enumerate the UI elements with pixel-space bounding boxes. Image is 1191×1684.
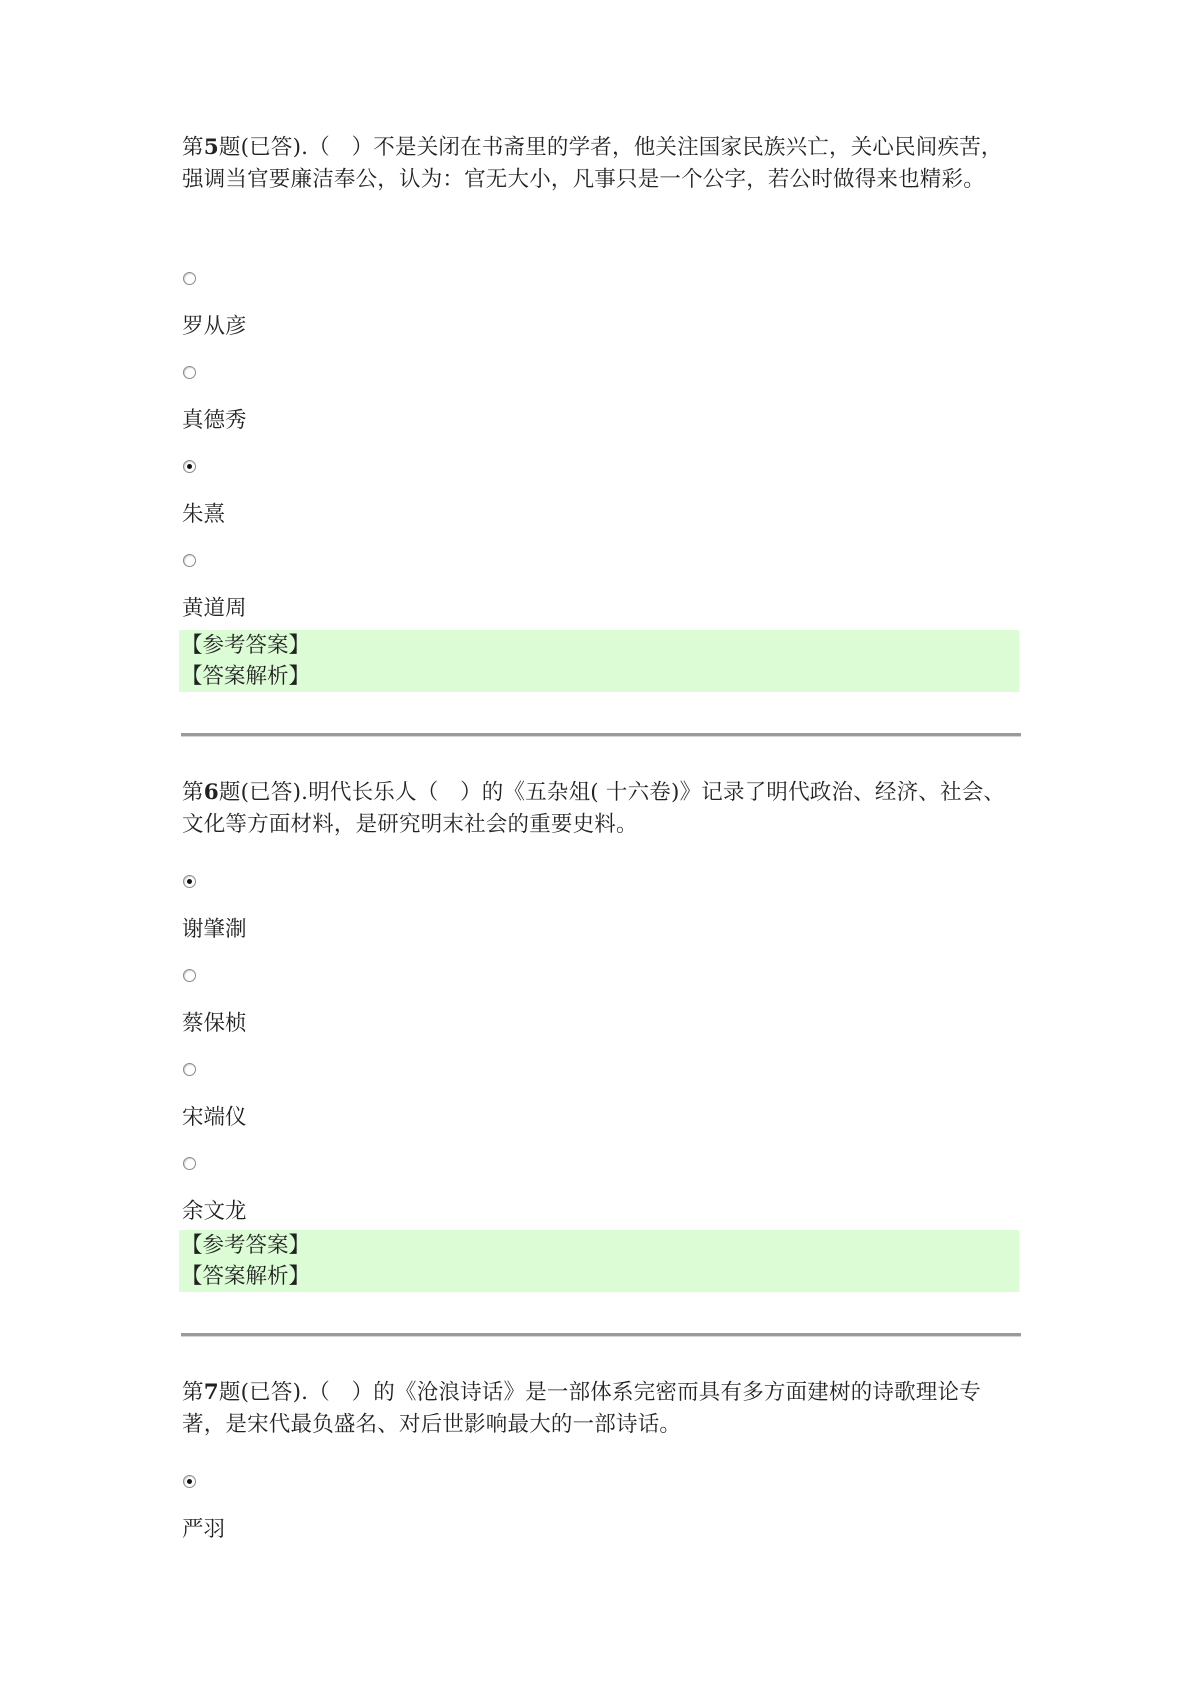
question-text — [182, 777, 1022, 841]
radio-button[interactable] — [183, 969, 196, 982]
answer-analysis-label: 【答案解析】 — [181, 664, 311, 689]
reference-answer-label: 【参考答案】 — [181, 1233, 311, 1258]
answer-box — [179, 630, 1019, 692]
question-body: 明代长乐人（ ）的《五杂俎( 十六卷)》记录了明代政治、经济、社会、文化等方面材料，是研究明末社会的重要史料。 — [182, 780, 1006, 837]
option — [182, 875, 1022, 969]
answer-analysis-label: 【答案解析】 — [181, 1264, 311, 1289]
question-5 — [182, 132, 1022, 196]
divider — [181, 1333, 1021, 1337]
question-status: 题(已答). — [218, 1380, 309, 1405]
option-label: 严羽 — [182, 1517, 226, 1542]
question-status: 题(已答). — [218, 780, 309, 805]
question-7 — [182, 1377, 1022, 1441]
radio-button-selected[interactable] — [183, 1475, 196, 1488]
options-q5 — [182, 272, 1022, 648]
option — [182, 1475, 1022, 1569]
question-text — [182, 132, 1022, 196]
radio-button[interactable] — [183, 554, 196, 567]
question-prefix: 第 — [182, 135, 204, 160]
question-text — [182, 1377, 1022, 1441]
radio-button-selected[interactable] — [183, 875, 196, 888]
option — [182, 460, 1022, 554]
radio-button[interactable] — [183, 1063, 196, 1076]
option-label: 宋端仪 — [182, 1105, 247, 1130]
option — [182, 366, 1022, 460]
question-number: 5 — [203, 135, 219, 160]
reference-answer-label: 【参考答案】 — [181, 633, 311, 658]
option-label: 朱熹 — [182, 502, 226, 527]
question-number: 7 — [203, 1380, 219, 1405]
question-prefix: 第 — [182, 780, 204, 805]
question-number: 6 — [203, 780, 219, 805]
option-label: 谢肇淛 — [182, 917, 247, 942]
answer-box — [179, 1230, 1019, 1292]
option-label: 真德秀 — [182, 408, 247, 433]
question-prefix: 第 — [182, 1380, 204, 1405]
option-label: 余文龙 — [182, 1199, 247, 1224]
option — [182, 969, 1022, 1063]
option-label: 黄道周 — [182, 596, 247, 621]
divider — [181, 733, 1021, 737]
question-status: 题(已答). — [218, 135, 309, 160]
radio-button[interactable] — [183, 1157, 196, 1170]
option-label: 蔡保桢 — [182, 1011, 247, 1036]
radio-button[interactable] — [183, 366, 196, 379]
option — [182, 272, 1022, 366]
question-body: （ ）不是关闭在书斋里的学者，他关注国家民族兴亡，关心民间疾苦，强调当官要廉洁奉公，认为：官无大小，凡事只是一个公字，若公时做得来也精彩。 — [182, 135, 1003, 192]
question-6 — [182, 777, 1022, 841]
option — [182, 1063, 1022, 1157]
radio-button-selected[interactable] — [183, 460, 196, 473]
radio-button[interactable] — [183, 272, 196, 285]
options-q7 — [182, 1475, 1022, 1569]
options-q6 — [182, 875, 1022, 1251]
option-label: 罗从彦 — [182, 314, 247, 339]
question-body: （ ）的《沧浪诗话》是一部体系完密而具有多方面建树的诗歌理论专著，是宋代最负盛名、对后世影响最大的一部诗话。 — [182, 1380, 981, 1437]
